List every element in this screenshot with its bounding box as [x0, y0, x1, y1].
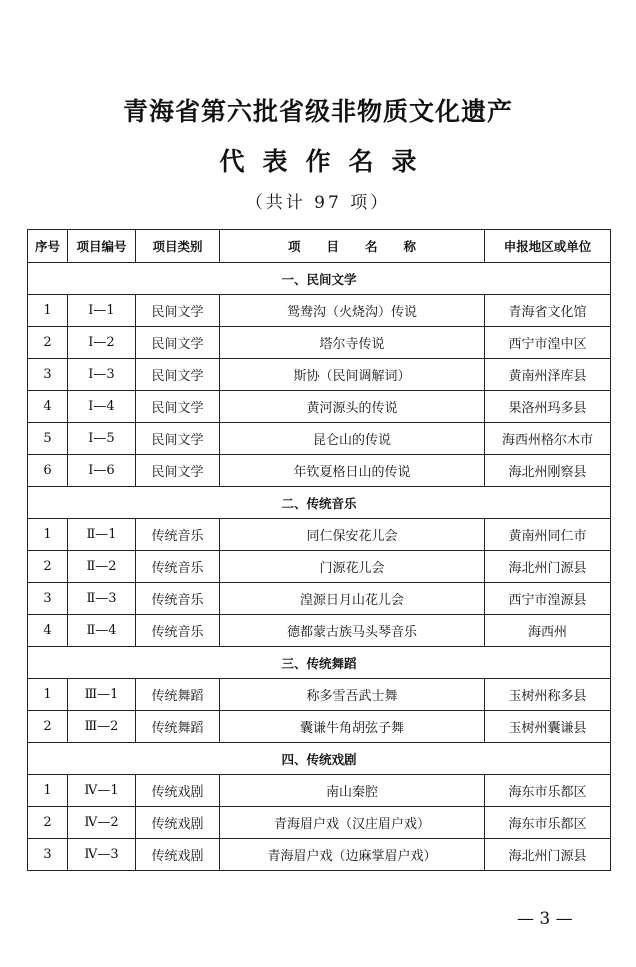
cell-code: Ⅱ—4: [68, 615, 136, 647]
cell-region: 海西州格尔木市: [485, 423, 611, 455]
page-number: — 3 —: [517, 909, 573, 929]
cell-code: Ⅰ—1: [68, 295, 136, 327]
cell-name: 斯协（民间调解词）: [220, 359, 485, 391]
cell-category: 民间文学: [136, 423, 220, 455]
section-title: 二、传统音乐: [28, 487, 611, 519]
table-row: [28, 295, 611, 327]
header-category: 项目类别: [136, 230, 220, 263]
cell-category: 传统音乐: [136, 551, 220, 583]
cell-region: 海东市乐都区: [485, 775, 611, 807]
table-row: [28, 327, 611, 359]
header-code: 项目编号: [68, 230, 136, 263]
table-row: [28, 423, 611, 455]
cell-region: 青海省文化馆: [485, 295, 611, 327]
cell-index: 1: [28, 775, 68, 807]
section-title: 三、传统舞蹈: [28, 647, 611, 679]
cell-index: 4: [28, 391, 68, 423]
cell-index: 1: [28, 519, 68, 551]
cell-code: Ⅲ—1: [68, 679, 136, 711]
header-index: 序号: [28, 230, 68, 263]
cell-region: 海北州门源县: [485, 839, 611, 871]
cell-name: 鸳鸯沟（火烧沟）传说: [220, 295, 485, 327]
section-title: 四、传统戏剧: [28, 743, 611, 775]
cell-code: Ⅰ—5: [68, 423, 136, 455]
table-row: [28, 583, 611, 615]
cell-code: Ⅰ—3: [68, 359, 136, 391]
cell-code: Ⅳ—1: [68, 775, 136, 807]
section-header-row: [28, 263, 611, 295]
cell-name: 青海眉户戏（汉庄眉户戏）: [220, 807, 485, 839]
cell-code: Ⅱ—1: [68, 519, 136, 551]
document-title: 青海省第六批省级非物质文化遗产: [122, 97, 513, 126]
cell-category: 传统音乐: [136, 519, 220, 551]
cell-name: 德都蒙古族马头琴音乐: [220, 615, 485, 647]
table-row: [28, 807, 611, 839]
cell-name: 黄河源头的传说: [220, 391, 485, 423]
cell-region: 海西州: [485, 615, 611, 647]
cell-category: 传统戏剧: [136, 775, 220, 807]
cell-code: Ⅰ—4: [68, 391, 136, 423]
cell-name: 南山秦腔: [220, 775, 485, 807]
cell-name: 青海眉户戏（边麻掌眉户戏）: [220, 839, 485, 871]
table-row: [28, 711, 611, 743]
cell-index: 2: [28, 551, 68, 583]
cell-index: 3: [28, 359, 68, 391]
cell-region: 海北州刚察县: [485, 455, 611, 487]
cell-index: 2: [28, 327, 68, 359]
cell-index: 3: [28, 583, 68, 615]
cell-region: 海北州门源县: [485, 551, 611, 583]
table-row: [28, 615, 611, 647]
table-row: [28, 679, 611, 711]
cell-region: 果洛州玛多县: [485, 391, 611, 423]
heritage-list-table: [27, 229, 611, 871]
cell-category: 民间文学: [136, 295, 220, 327]
cell-region: 玉树州称多县: [485, 679, 611, 711]
cell-category: 传统戏剧: [136, 839, 220, 871]
cell-name: 年钦夏格日山的传说: [220, 455, 485, 487]
cell-category: 传统戏剧: [136, 807, 220, 839]
cell-name: 塔尔寺传说: [220, 327, 485, 359]
table-row: [28, 359, 611, 391]
cell-name: 囊谦牛角胡弦子舞: [220, 711, 485, 743]
table-row: [28, 775, 611, 807]
section-header-row: [28, 487, 611, 519]
cell-index: 2: [28, 711, 68, 743]
cell-region: 海东市乐都区: [485, 807, 611, 839]
cell-name: 湟源日月山花儿会: [220, 583, 485, 615]
cell-region: 西宁市湟源县: [485, 583, 611, 615]
cell-index: 1: [28, 295, 68, 327]
cell-code: Ⅰ—2: [68, 327, 136, 359]
header-region: 申报地区或单位: [485, 230, 611, 263]
cell-category: 传统舞蹈: [136, 711, 220, 743]
cell-category: 民间文学: [136, 359, 220, 391]
header-name: 项目名称: [220, 230, 485, 263]
cell-name: 称多雪吾武士舞: [220, 679, 485, 711]
cell-index: 5: [28, 423, 68, 455]
cell-index: 2: [28, 807, 68, 839]
cell-code: Ⅱ—3: [68, 583, 136, 615]
document-subtitle: （共计 97 项）: [245, 193, 391, 213]
cell-region: 玉树州囊谦县: [485, 711, 611, 743]
table-row: [28, 455, 611, 487]
cell-region: 西宁市湟中区: [485, 327, 611, 359]
cell-code: Ⅳ—3: [68, 839, 136, 871]
cell-index: 1: [28, 679, 68, 711]
cell-code: Ⅱ—2: [68, 551, 136, 583]
document-title-line2: 代表作名录: [219, 147, 435, 176]
cell-region: 黄南州同仁市: [485, 519, 611, 551]
table-row: [28, 391, 611, 423]
cell-index: 4: [28, 615, 68, 647]
table-body: [28, 263, 611, 871]
cell-code: Ⅳ—2: [68, 807, 136, 839]
section-header-row: [28, 647, 611, 679]
cell-category: 民间文学: [136, 455, 220, 487]
cell-category: 传统音乐: [136, 583, 220, 615]
cell-category: 传统音乐: [136, 615, 220, 647]
section-title: 一、民间文学: [28, 263, 611, 295]
table-row: [28, 551, 611, 583]
table-row: [28, 839, 611, 871]
cell-category: 传统舞蹈: [136, 679, 220, 711]
cell-category: 民间文学: [136, 327, 220, 359]
cell-name: 门源花儿会: [220, 551, 485, 583]
section-header-row: [28, 743, 611, 775]
cell-code: Ⅲ—2: [68, 711, 136, 743]
cell-name: 昆仑山的传说: [220, 423, 485, 455]
cell-index: 6: [28, 455, 68, 487]
table-header-row: [28, 230, 611, 263]
cell-code: Ⅰ—6: [68, 455, 136, 487]
cell-region: 黄南州泽库县: [485, 359, 611, 391]
table-row: [28, 519, 611, 551]
cell-category: 民间文学: [136, 391, 220, 423]
cell-index: 3: [28, 839, 68, 871]
cell-name: 同仁保安花儿会: [220, 519, 485, 551]
